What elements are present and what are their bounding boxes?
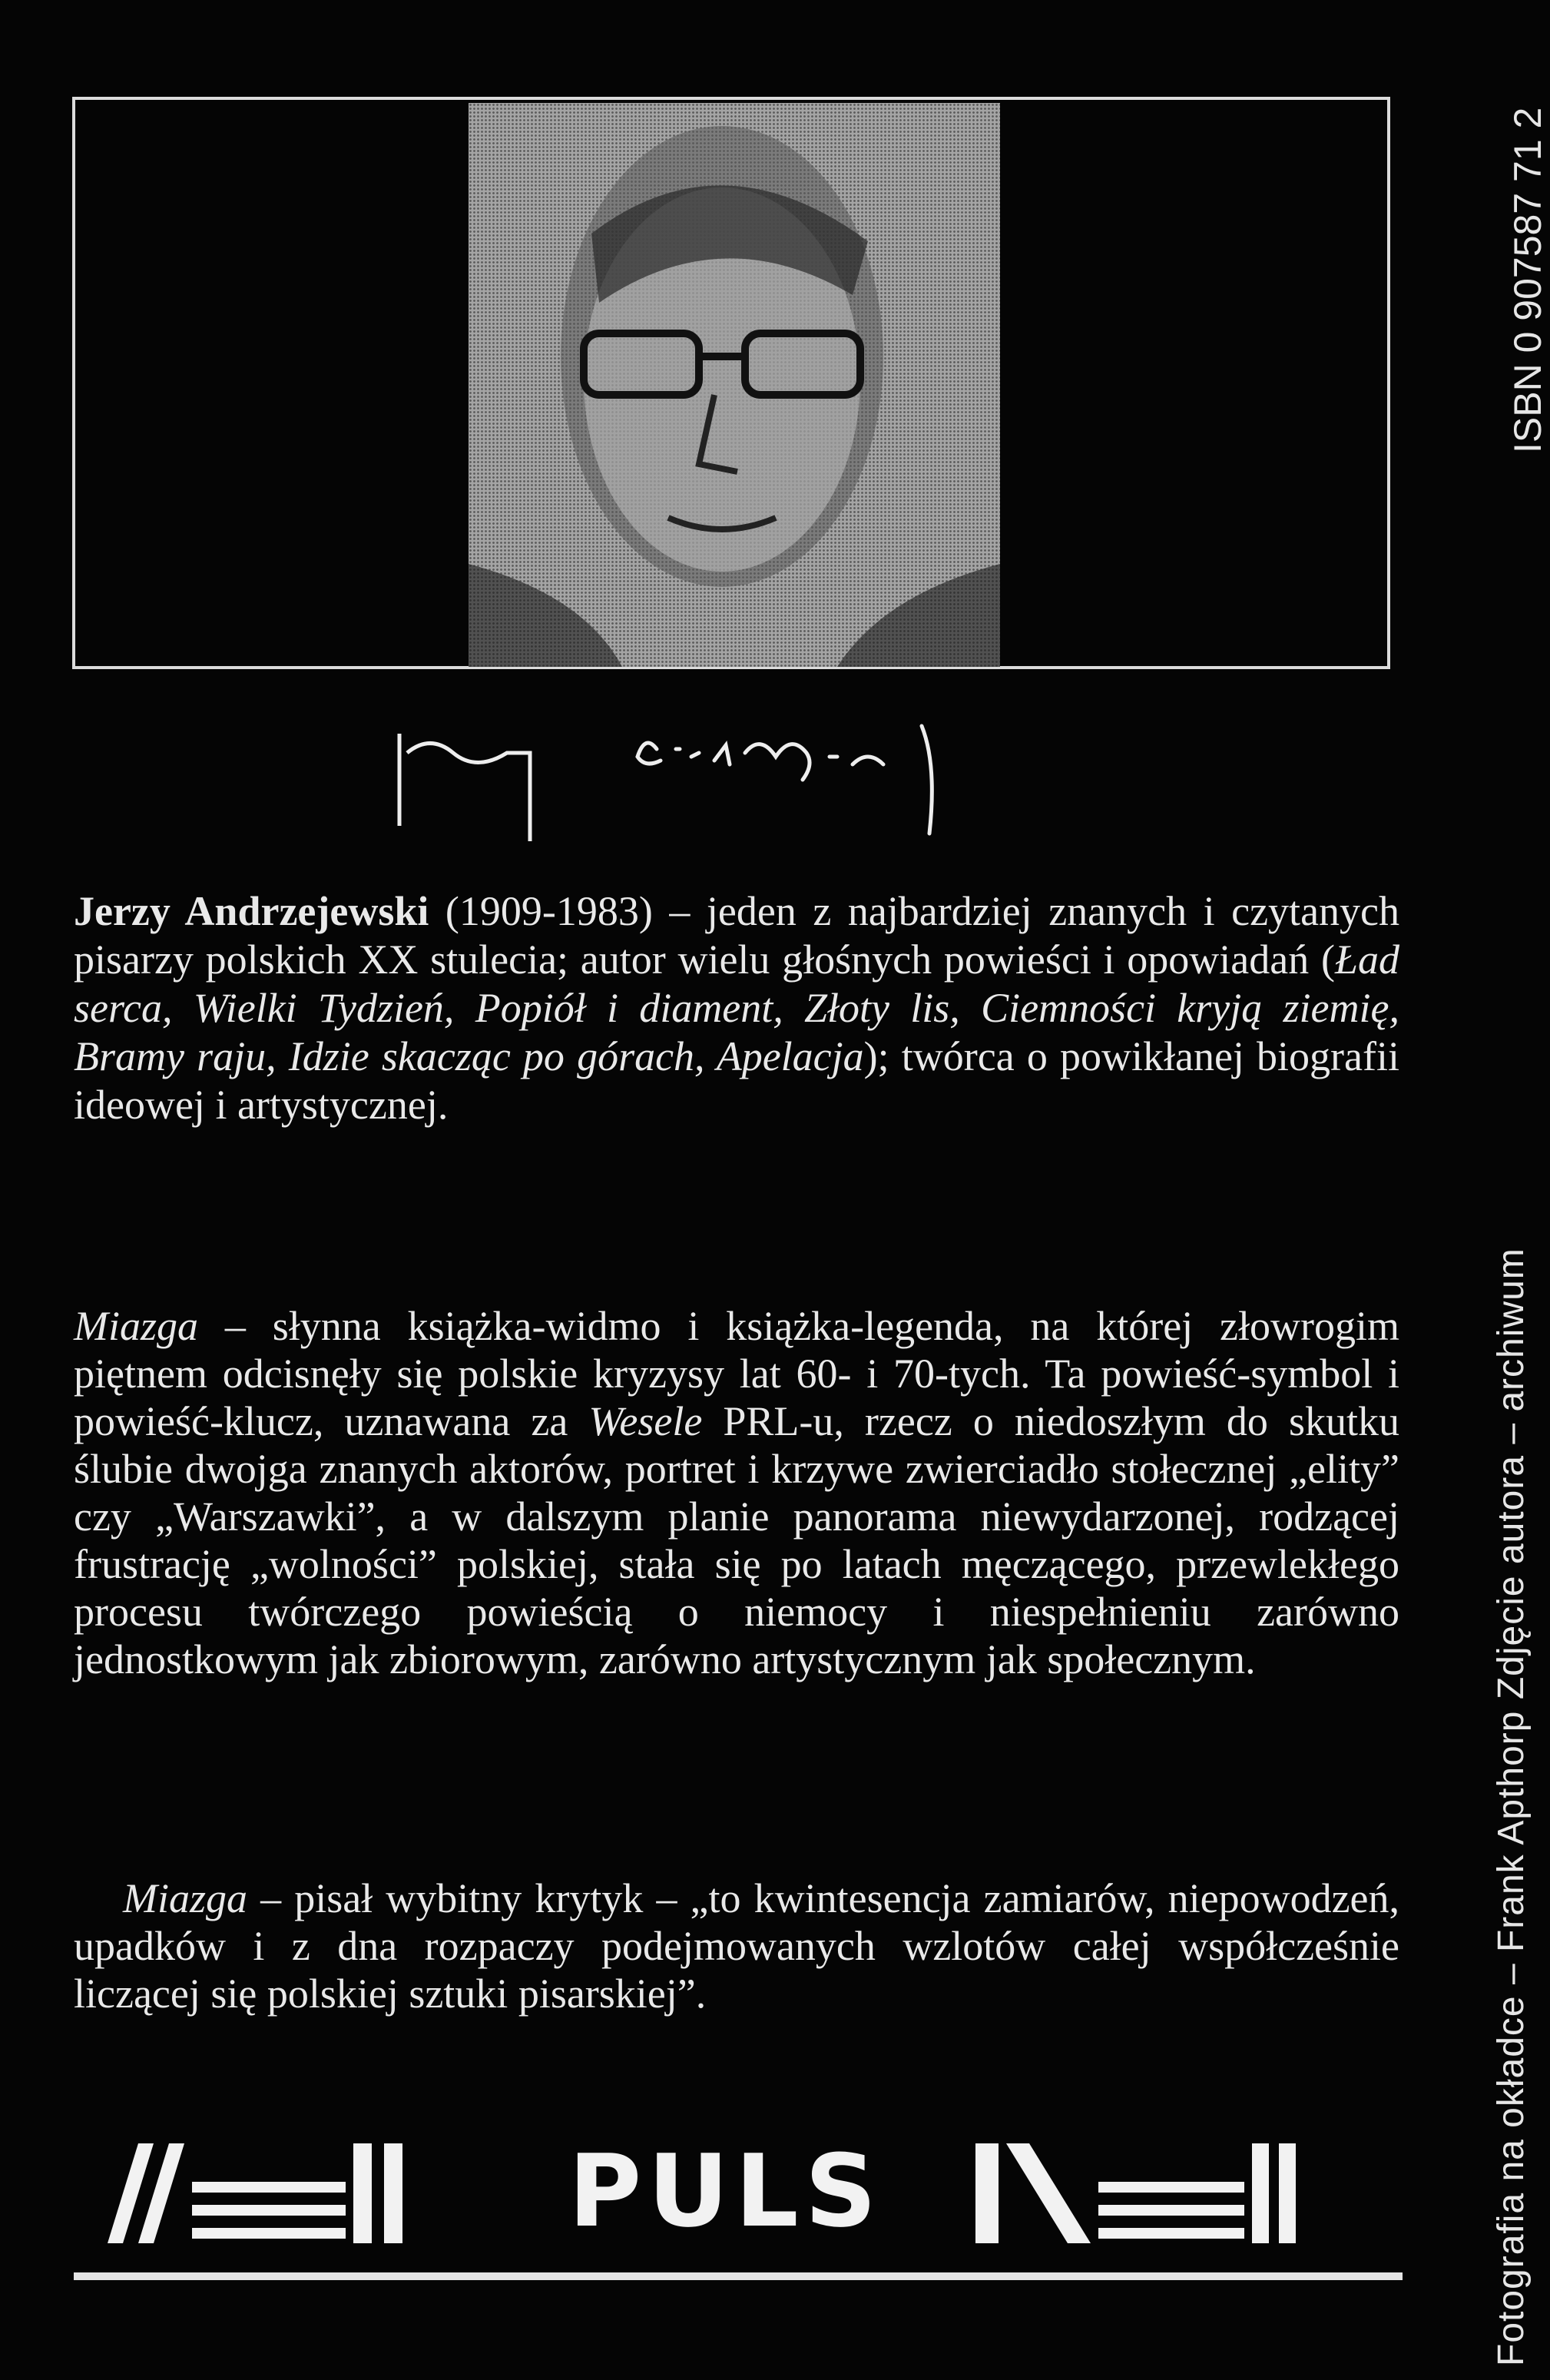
author-name: Jerzy Andrzejewski bbox=[74, 888, 429, 934]
photo-credits: Fotografia na okładce – Frank Apthorp Zdjęcie autora – archiwum bbox=[1491, 1248, 1532, 2366]
signature bbox=[384, 718, 1075, 872]
quote-miazga-title: Miazga bbox=[123, 1875, 247, 1921]
publisher-logo bbox=[108, 2128, 1413, 2251]
author-photo bbox=[469, 103, 1000, 667]
isbn: ISBN 0 907587 71 2 bbox=[1506, 107, 1549, 453]
book-titles: Ład serca, Wielki Tydzień, Popiół i diament, Złoty lis, Ciemności kryją ziemię, Bramy raju, Idzie skacząc po górach, Apelacja bbox=[74, 936, 1399, 1079]
miazga-description: Miazga – słynna książka-widmo i książka-legenda, na której złowrogim piętnem odcisnęły się polskie kryzysy lat 60- i 70-tych. Ta powieść-symbol i powieść-klucz, uznawana za Wesele PRL-u, rzecz o niedoszłym do skutku ślubie dwojga znanych aktorów, portret i krzywe zwierciadło stołecznej „elity” czy „Warszawki”, a w dalszym planie panorama niewydarzonej, rodzącej frustrację „wolności” polskiej, stała się po latach męczącego, przewlekłego procesu twórczego powieścią o niemocy i niespełnieniu zarówno jednostkowym jak zbiorowym, zarówno artystycznym jak społecznym. bbox=[74, 1303, 1399, 1682]
publisher-name: PULS bbox=[568, 2133, 883, 2249]
miazga-title: Miazga bbox=[74, 1303, 198, 1349]
photo-frame bbox=[72, 97, 1390, 669]
bottom-rule bbox=[74, 2272, 1403, 2280]
wesele-title: Wesele bbox=[588, 1398, 703, 1444]
author-biography: Jerzy Andrzejewski (1909-1983) – jeden z najbardziej znanych i czytanych pisarzy polskich XX stulecia; autor wielu głośnych powieści i opowiadań (Ład serca, Wielki Tydzień, Popiół i diament, Złoty lis, Ciemności kryją ziemię, Bramy raju, Idzie skacząc po górach, Apelacja); twórca o powikłanej biografii ideowej i artystycznej. bbox=[74, 888, 1399, 1128]
critic-quote: Miazga – pisał wybitny krytyk – „to kwintesencja zamiarów, niepowodzeń, upadków i z dna rozpaczy podejmowanych wzlotów całej współcześnie liczącej się polskiej sztuki pisarskiej”. bbox=[74, 1875, 1399, 2017]
